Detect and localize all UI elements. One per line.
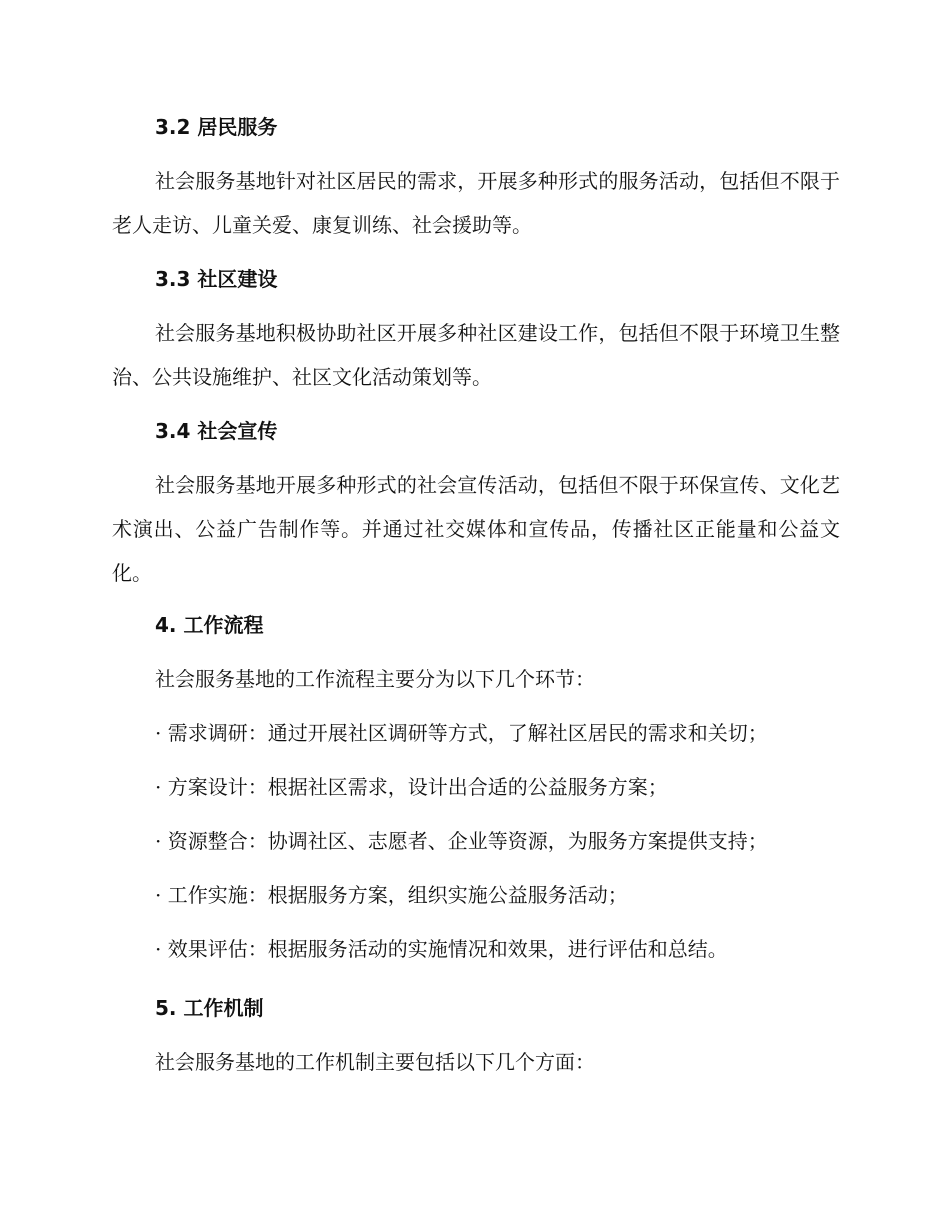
section-paragraph-3-4: 社会服务基地开展多种形式的社会宣传活动，包括但不限于环保宣传、文化艺术演出、公益广告制作等。并通过社交媒体和宣传品，传播社区正能量和公益文化。	[112, 473, 840, 585]
section-heading-5: 5. 工作机制	[155, 996, 264, 1020]
list-item: · 效果评估：根据服务活动的实施情况和效果，进行评估和总结。	[155, 937, 728, 961]
list-item: · 资源整合：协调社区、志愿者、企业等资源，为服务方案提供支持；	[155, 829, 768, 853]
section-intro-4: 社会服务基地的工作流程主要分为以下几个环节：	[155, 667, 595, 691]
list-item: · 需求调研：通过开展社区调研等方式，了解社区居民的需求和关切；	[155, 721, 768, 745]
list-item: · 工作实施：根据服务方案，组织实施公益服务活动；	[155, 883, 628, 907]
section-paragraph-3-3: 社会服务基地积极协助社区开展多种社区建设工作，包括但不限于环境卫生整治、公共设施维护、社区文化活动策划等。	[112, 321, 840, 389]
section-heading-3-4: 3.4 社会宣传	[155, 419, 278, 443]
section-heading-3-2: 3.2 居民服务	[155, 115, 278, 139]
section-intro-5: 社会服务基地的工作机制主要包括以下几个方面：	[155, 1050, 595, 1074]
section-paragraph-3-2: 社会服务基地针对社区居民的需求，开展多种形式的服务活动，包括但不限于老人走访、儿童关爱、康复训练、社会援助等。	[112, 169, 840, 237]
section-heading-4: 4. 工作流程	[155, 613, 264, 637]
section-heading-3-3: 3.3 社区建设	[155, 267, 278, 291]
list-item: · 方案设计：根据社区需求，设计出合适的公益服务方案；	[155, 775, 668, 799]
